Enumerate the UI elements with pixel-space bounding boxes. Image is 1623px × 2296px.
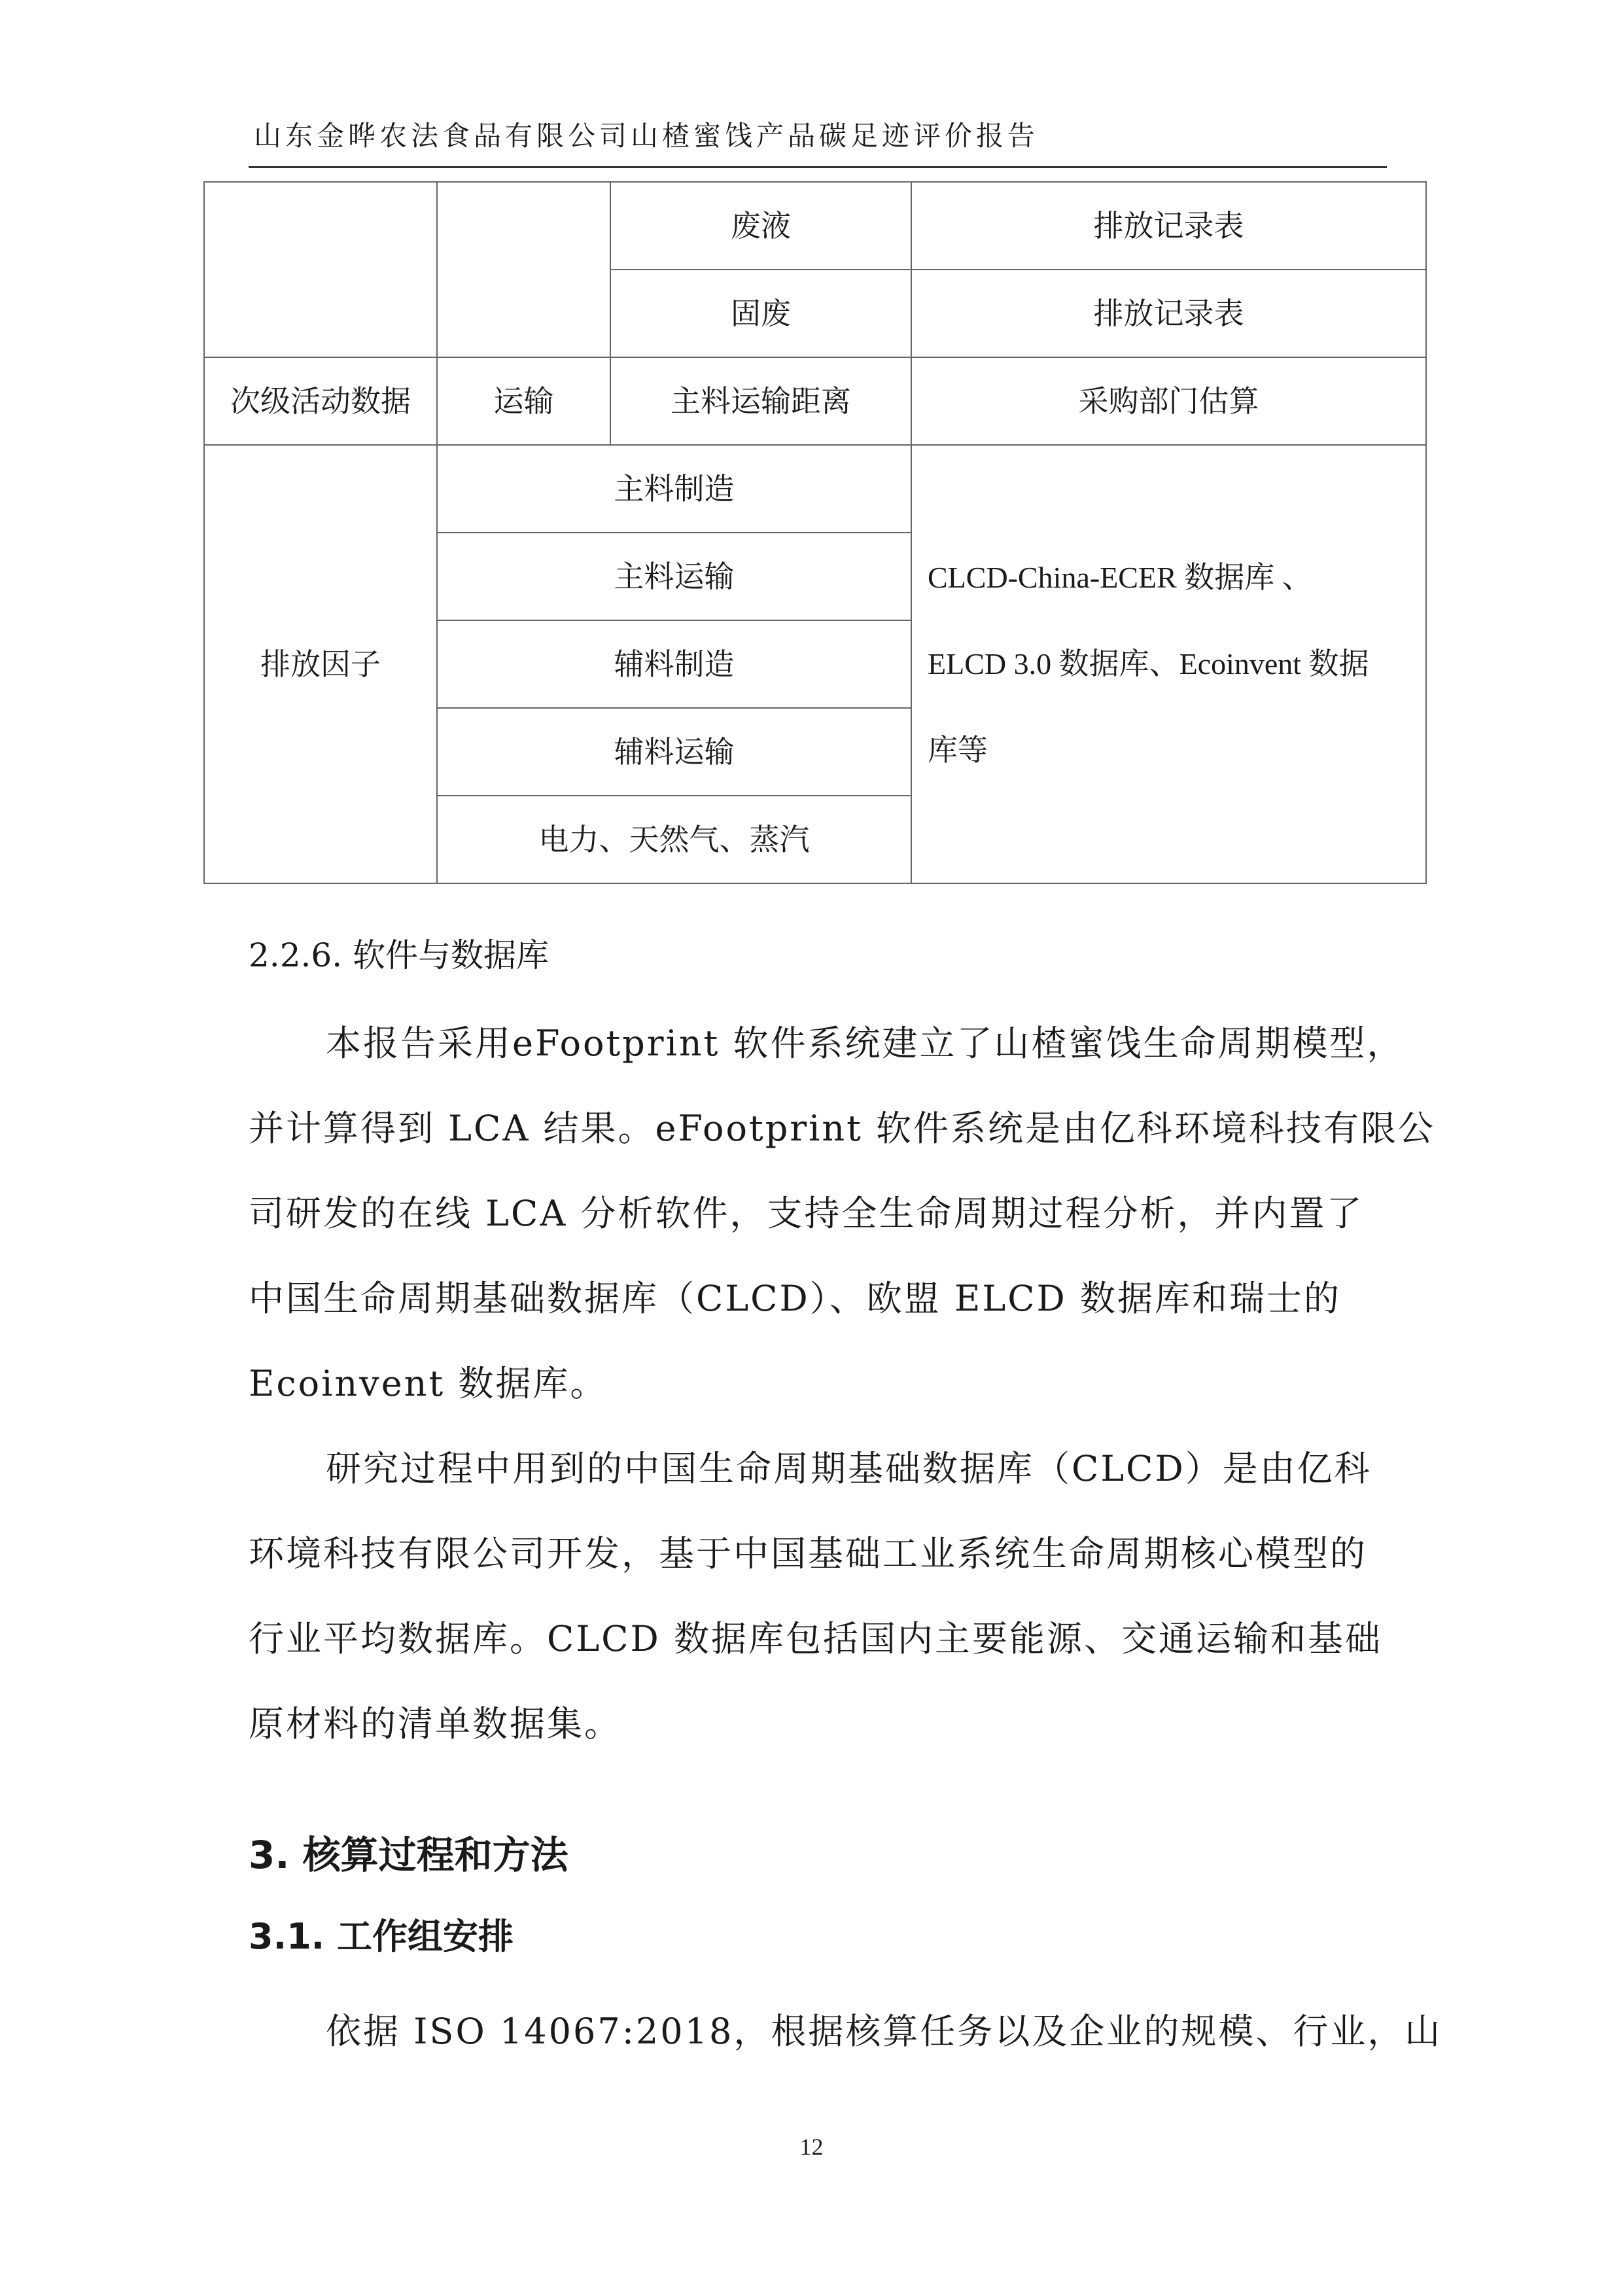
text-line: 并计算得到 LCA 结果。eFootprint 软件系统是由亿科环境科技有限公 [249,1108,1435,1149]
text-line: 原材料的清单数据集。 [249,1703,621,1744]
text-line: 本报告采用eFootprint 软件系统建立了山楂蜜饯生命周期模型， [326,1023,1405,1064]
table-cell-category: 排放因子 [204,445,437,883]
source-line: CLCD-China-ECER 数据库 、 [928,561,1312,594]
chapter-heading: 3. 核算过程和方法 [249,1833,568,1877]
source-line: 库等 [928,733,988,767]
source-line: ELCD 3.0 数据库、Ecoinvent 数据 [928,647,1369,680]
running-header: 山东金晔农法食品有限公司山楂蜜饯产品碳足迹评价报告 [254,120,1039,152]
table-cell-item: 主料运输 [437,533,911,620]
header-rule [249,166,1387,168]
paragraph [249,1989,1442,2074]
table-row [204,357,1426,445]
table-cell-item: 废液 [610,182,911,270]
table-cell-source: 排放记录表 [911,182,1426,270]
section-heading: 3.1. 工作组安排 [249,1916,514,1957]
table-cell-item: 电力、天然气、蒸汽 [437,796,911,883]
table-cell-item: 固废 [610,270,911,357]
text-line: 研究过程中用到的中国生命周期基础数据库（CLCD）是由亿科 [326,1448,1372,1489]
table-cell-subcategory: 运输 [437,357,610,445]
table-cell-item: 辅料制造 [437,620,911,708]
paragraph [249,1426,1387,1767]
table-row [204,182,1426,270]
text-line: 环境科技有限公司开发，基于中国基础工业系统生命周期核心模型的 [249,1533,1367,1574]
text-line: 依据 ISO 14067:2018，根据核算任务以及企业的规模、行业，山 [326,2011,1442,2052]
section-heading: 2.2.6. 软件与数据库 [249,936,550,974]
table-cell-item: 主料制造 [437,445,911,533]
paragraph [249,1001,1435,1426]
data-source-table [203,181,1427,884]
table-row [204,445,1426,533]
table-cell-source: 采购部门估算 [911,357,1426,445]
table-cell-item: 主料运输距离 [610,357,911,445]
text-line: Ecoinvent 数据库。 [249,1363,608,1404]
text-line: 中国生命周期基础数据库（CLCD）、欧盟 ELCD 数据库和瑞士的 [249,1278,1342,1319]
table-cell-empty [437,182,610,357]
table-cell-source [911,445,1426,883]
table-cell-item: 辅料运输 [437,708,911,796]
text-line: 司研发的在线 LCA 分析软件，支持全生命周期过程分析，并内置了 [249,1193,1364,1234]
page-number: 12 [799,2134,824,2160]
table-cell-empty [204,182,437,357]
table-cell-source: 排放记录表 [911,270,1426,357]
table-cell-category: 次级活动数据 [204,357,437,445]
text-line: 行业平均数据库。CLCD 数据库包括国内主要能源、交通运输和基础 [249,1618,1382,1659]
